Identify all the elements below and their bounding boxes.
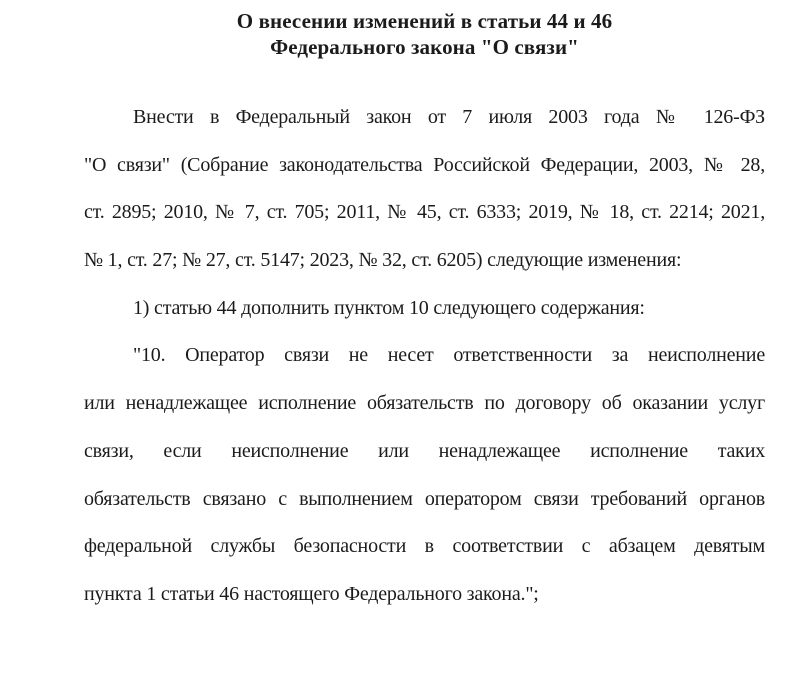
text-line: пункта 1 статьи 46 настоящего Федерального закона."; xyxy=(84,582,539,605)
text-line: № 1, ст. 27; № 27, ст. 5147; 2023, № 32, ст. 6205) следующие изменения: xyxy=(84,249,682,272)
text-line: или ненадлежащее исполнение обязательств по договору об оказании услуг xyxy=(84,392,765,415)
document-body xyxy=(84,94,765,619)
text-line: "О связи" (Собрание законодательства Российской Федерации, 2003, № 28, xyxy=(84,153,765,176)
text-line: 1) статью 44 дополнить пунктом 10 следующего содержания: xyxy=(133,296,645,319)
document-title-line-1: О внесении изменений в статьи 44 и 46 xyxy=(236,9,613,33)
text-line: связи, если неисполнение или ненадлежащее исполнение таких xyxy=(84,439,765,462)
document-title-line-2: Федерального закона "О связи" xyxy=(270,35,579,59)
document-title xyxy=(84,8,765,60)
text-line: "10. Оператор связи не несет ответственности за неисполнение xyxy=(133,344,765,367)
text-line: ст. 2895; 2010, № 7, ст. 705; 2011, № 45, ст. 6333; 2019, № 18, ст. 2214; 2021, xyxy=(84,201,765,224)
text-line: федеральной службы безопасности в соответствии с абзацем девятым xyxy=(84,535,765,558)
text-line: Внести в Федеральный закон от 7 июля 2003 года № 126-ФЗ xyxy=(133,106,765,128)
text-line: обязательств связано с выполнением оператором связи требований органов xyxy=(84,487,765,510)
